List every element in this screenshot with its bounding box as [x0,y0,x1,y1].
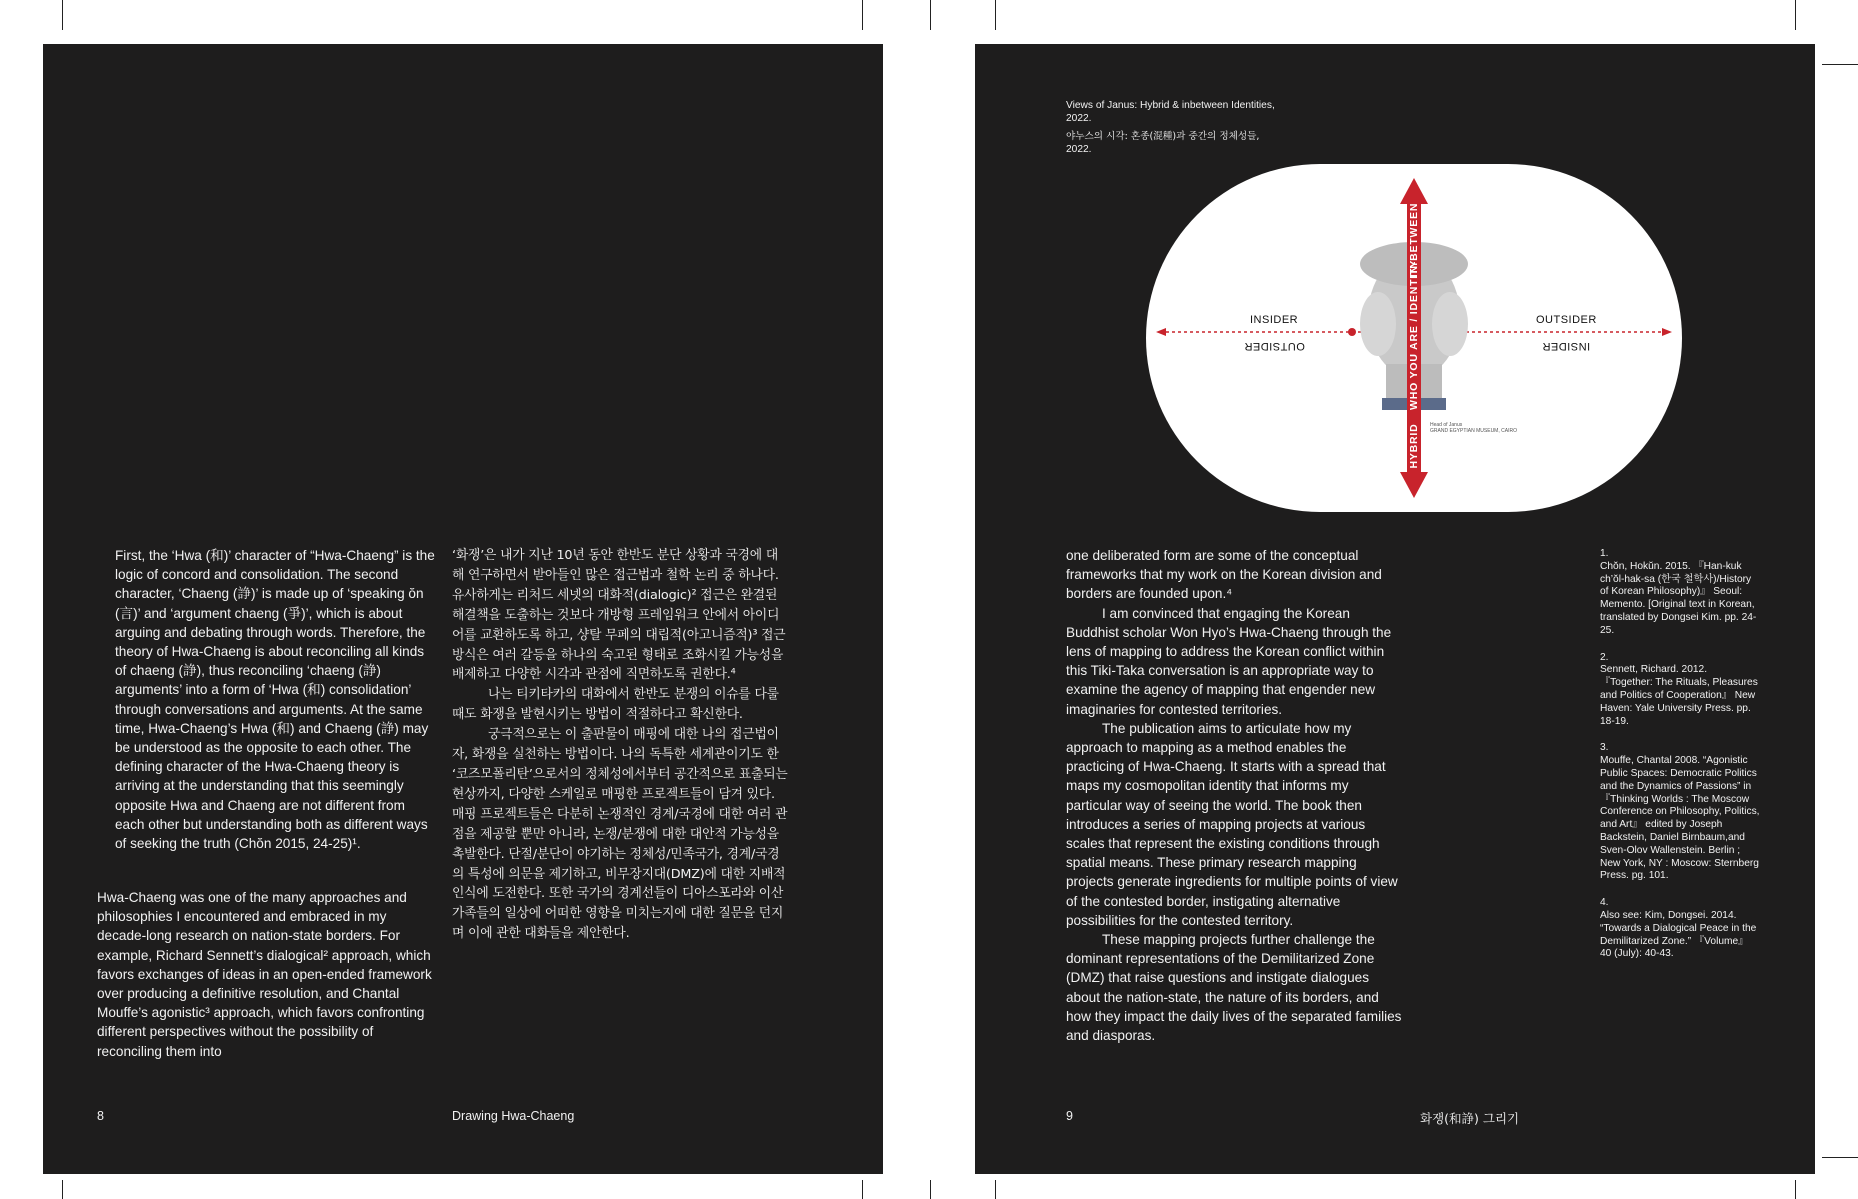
footnote [1600,742,1762,883]
footnote-number: 3. [1600,742,1609,754]
footnote-text: Mouffe, Chantal 2008. “Agonistic Public Spaces: Democratic Politics and the Dynamics of Passions” in 『Thinking Worlds : The Moscow Conference on Philosophy, Politics, and Art』 edited by Joseph Backstein, Daniel Birnbaum,and Sven-Olov Wallenstein. Berlin ; New York, NY : Moscow: Sternberg Press. pg. 101. [1600,755,1760,882]
body-paragraph-kr: 궁극적으로는 이 출판물이 매핑에 대한 나의 접근법이자, 화쟁을 실천하는 방법이다. 나의 독특한 세계관이기도 한 ‘코즈모폴리탄’으로서의 정체성에서부터 공간적으로 표출되는 현상까지, 다양한 스케일로 매핑한 프로젝트들이 담겨 있다. 매핑 프로젝트들은 다분히 논쟁적인 경계/국경에 대한 여러 관점을 제공할 뿐만 아니라, 논쟁/분쟁에 대한 대안적 가능성을 촉발한다. 단절/분단이 야기하는 정체성/민족국가, 경계/국경의 특성에 의문을 제기하고, 비무장지대(DMZ)에 대한 지배적 인식에 도전한다. 또한 국가의 경계선들이 디아스포라와 이산가족들의 일상에 어떠한 영향을 미치는지에 대한 질문을 던지며 이에 관한 대화들을 제안한다. [452,727,788,942]
footnote-number: 1. [1600,548,1609,559]
page-number: 9 [1066,1109,1073,1123]
caption-korean-year: 2022. [1066,144,1092,155]
left-column-english [115,546,435,853]
crop-mark [995,1180,996,1199]
label-in-between: IN-BETWEEN [1408,202,1420,278]
left-node [1348,328,1356,336]
footnote [1600,897,1762,961]
body-paragraph: These mapping projects further challenge the dominant representations of the Demilitarized Zone (DMZ) that raise questions and instigate dialogues about the nation-state, the nature of its borders, and how they impact the daily lives of the separated families and diasporas. [1066,932,1402,1044]
crop-mark [862,1180,863,1199]
body-paragraph: I am convinced that engaging the Korean Buddhist scholar Won Hyo’s Hwa-Chaeng through the lens of mapping to address the Korean conflict within this Tiki-Taka conversation is an appropriate way to examine the agency of mapping that engender new imaginaries for contested territories. [1066,605,1392,717]
page-number: 8 [97,1109,104,1123]
running-title: Drawing Hwa-Chaeng [452,1109,575,1123]
crop-mark [1822,64,1858,65]
crop-mark [62,0,63,30]
left-arrowhead [1156,328,1166,336]
crop-mark [930,1180,931,1199]
janus-figure [1146,164,1682,512]
label-outsider-left: OUTSIDER [1244,340,1305,352]
statue-caption: Head of Janus GRAND EGYPTIAN MUSEUM, CAIRO [1430,422,1517,434]
left-column-english-2 [97,888,435,1061]
left-column-korean [452,546,790,944]
body-paragraph-kr: ‘화쟁’은 내가 지난 10년 동안 한반도 분단 상황과 국경에 대해 연구하면서 받아들인 많은 접근법과 철학 논리 중 하나다. 유사하게는 리처드 세넷의 대화적(dialogic)² 접근은 완결된 해결책을 도출하는 것보다 개방형 프레임워크 안에서 아이디어를 교환하도록 하고, 샹탈 무페의 대립적(아고니즘적)³ 접근방식은 여러 갈등을 하나의 숙고된 형태로 조화시킬 가능성을 배제하고 다양한 시각과 관점에 직면하도록 권한다.⁴ [452,548,786,683]
label-outsider-right: OUTSIDER [1536,314,1597,326]
label-insider-left: INSIDER [1250,314,1299,326]
body-paragraph: The publication aims to articulate how my approach to mapping as a method enables the practicing of Hwa-Chaeng. It starts with a spread that maps my cosmopolitan identity that informs my particular way of seeing the world. The book then introduces a series of mapping projects at various scales that represent the existing conditions through spatial means. These primary research mapping projects generate ingredients for multiple points of view of the contested border, instigating alternative possibilities for the contested territory. [1066,720,1398,928]
right-body-text [1066,546,1406,1045]
body-paragraph: First, the ‘Hwa (和)’ character of “Hwa-Chaeng” is the logic of concord and consolidation. The second character, ‘Chaeng (諍)’ is made up of ‘speaking ŏn (言)’ and ‘argument chaeng (爭)’, which is about arguing and debating through words. Therefore, the theory of Hwa-Chaeng is about reconciling all kinds of chaeng (諍), thus reconciling ‘chaeng (諍) arguments’ into a form of ‘Hwa (和) consolidation’ through conversations and arguments. At the same time, Hwa-Chaeng’s Hwa (和) and Chaeng (諍) may be understood as the opposite to each other. The defining character of the Hwa-Chaeng theory is arriving at the understanding that this seemingly opposite Hwa and Chaeng are not different from each other but understanding both as different ways of seeking the truth (Chŏn 2015, 24-25)¹. [115,548,435,852]
figure-caption [1066,99,1326,156]
running-title-kr: 화쟁(和諍) 그리기 [1420,1111,1520,1126]
body-paragraph: one deliberated form are some of the conceptual frameworks that my work on the Korean division and borders are founded upon.⁴ [1066,548,1382,602]
label-hybrid: HYBRID [1408,423,1420,469]
crop-mark [62,1180,63,1199]
body-paragraph-kr: 나는 티키타카의 대화에서 한반도 분쟁의 이슈를 다룰 때도 화쟁을 발현시키는 방법이 적절하다고 확신한다. [452,687,779,723]
crop-mark [995,0,996,30]
footnote-number: 2. [1600,651,1609,663]
crop-mark [1795,1180,1796,1199]
crop-mark [1822,1157,1858,1158]
body-paragraph: Hwa-Chaeng was one of the many approaches and philosophies I encountered and embraced in my decade-long research on nation-state borders. For example, Richard Sennett’s dialogical² approach, which favors exchanges of ideas in an open-ended framework over producing a definitive resolution, and Chantal Mouffe’s agonistic³ approach, which favors confronting different perspectives without the possibility of reconciling them into [97,890,432,1059]
caption-english: Views of Janus: Hybrid & inbetween Identities, [1066,100,1275,111]
footnote-text: Chŏn, Hokŭn. 2015. 『Han-kuk ch’ŏl-hak-sa (한국 철학사)/History of Korean Philosophy)』 Seoul: Memento. [Original text in Korean, translated by Dongsei Kim. pp. 24-25. [1600,560,1757,636]
footnote-number: 4. [1600,897,1609,909]
footnote-text: Sennett, Richard. 2012. 『Together: The Rituals, Pleasures and Politics of Cooperation』 New Haven: Yale University Press. pp. 18-19. [1600,664,1758,727]
caption-korean: 야누스의 시각: 혼종(混種)과 중간의 정체성들, [1066,131,1260,142]
crop-mark [1795,0,1796,30]
label-insider-right: INSIDER [1542,340,1591,352]
right-arrowhead [1662,328,1672,336]
caption-english-year: 2022. [1066,113,1092,124]
footnote-text: Also see: Kim, Dongsei. 2014. “Towards a Dialogical Peace in the Demilitarized Zone.” 『Volume』 40 (July): 40-43. [1600,909,1757,960]
footnote [1600,652,1762,729]
footnotes [1600,548,1762,975]
crop-mark [862,0,863,30]
footnote [1600,548,1762,638]
label-identity: WHO YOU ARE / IDENTITY [1408,259,1420,410]
crop-mark [930,0,931,30]
